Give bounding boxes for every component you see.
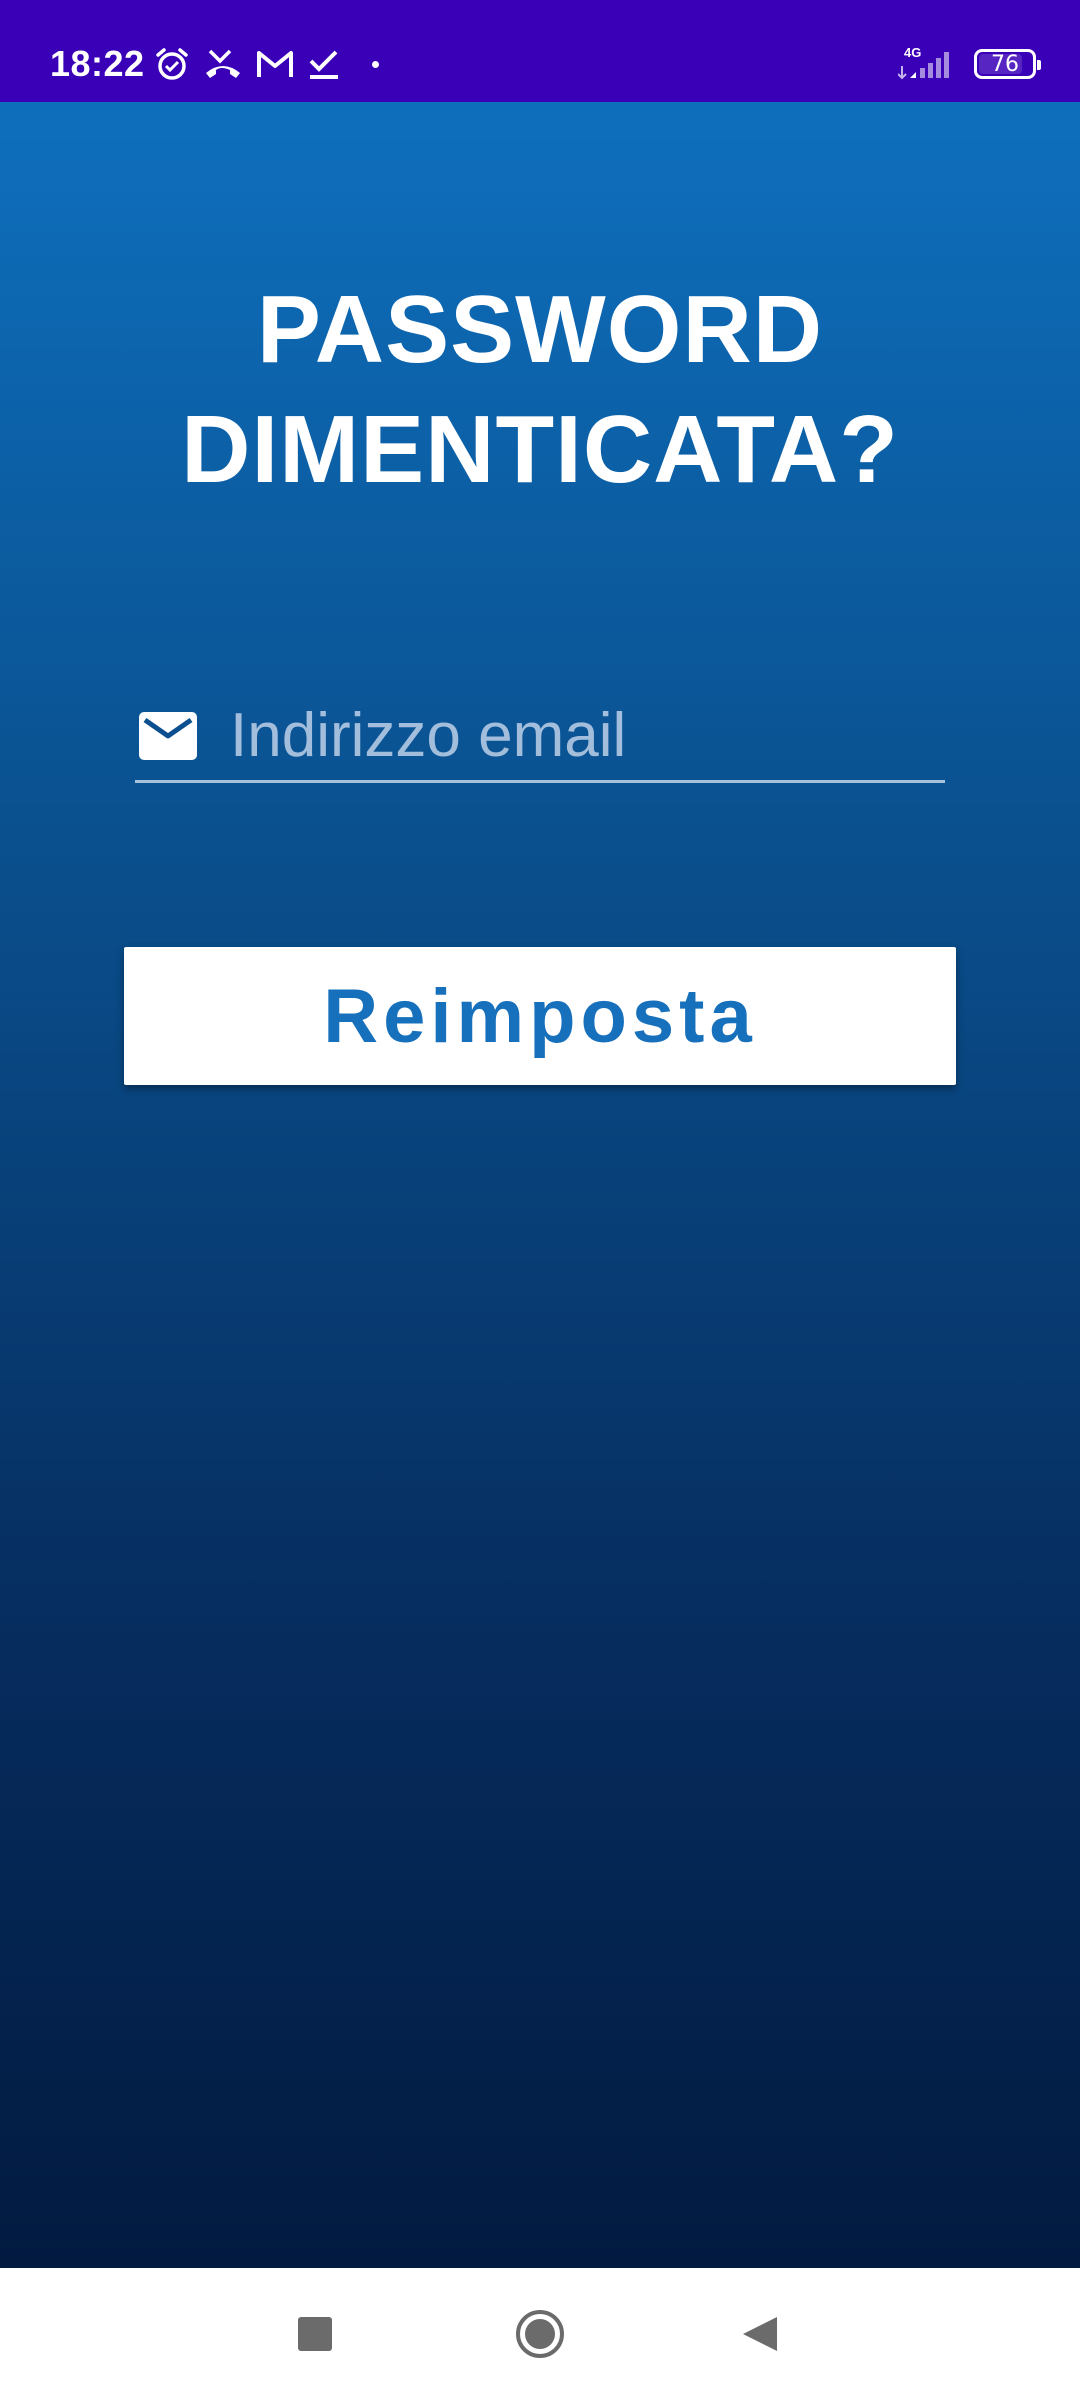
email-input[interactable] bbox=[230, 692, 930, 778]
title-line-1: PASSWORD bbox=[256, 276, 824, 383]
status-bar bbox=[0, 0, 1080, 102]
notification-dot-icon bbox=[372, 61, 379, 68]
navigation-bar bbox=[0, 2268, 1080, 2400]
battery-level: 76 bbox=[991, 51, 1019, 77]
mail-icon bbox=[139, 712, 197, 760]
network-type: 4G bbox=[904, 45, 922, 60]
notification-icons bbox=[154, 44, 379, 84]
missed-call-icon bbox=[204, 47, 242, 81]
alarm-icon bbox=[154, 46, 190, 82]
reset-button[interactable]: Reimposta bbox=[124, 947, 956, 1085]
task-done-icon bbox=[308, 47, 340, 81]
back-icon bbox=[741, 2315, 779, 2353]
back-button[interactable] bbox=[695, 2268, 825, 2400]
forgot-password-screen bbox=[0, 102, 1080, 2268]
status-time: 18:22 bbox=[50, 43, 145, 84]
recents-icon bbox=[298, 2317, 332, 2351]
battery-icon bbox=[974, 49, 1036, 79]
home-icon bbox=[515, 2309, 565, 2359]
email-field-row bbox=[135, 692, 945, 783]
title-line-2: DIMENTICATA? bbox=[181, 396, 899, 503]
gmail-icon bbox=[256, 49, 294, 79]
signal-icon bbox=[898, 44, 956, 84]
system-indicators bbox=[898, 42, 1036, 86]
page-title bbox=[0, 270, 1080, 510]
recents-button[interactable] bbox=[250, 2268, 380, 2400]
home-button[interactable] bbox=[475, 2268, 605, 2400]
